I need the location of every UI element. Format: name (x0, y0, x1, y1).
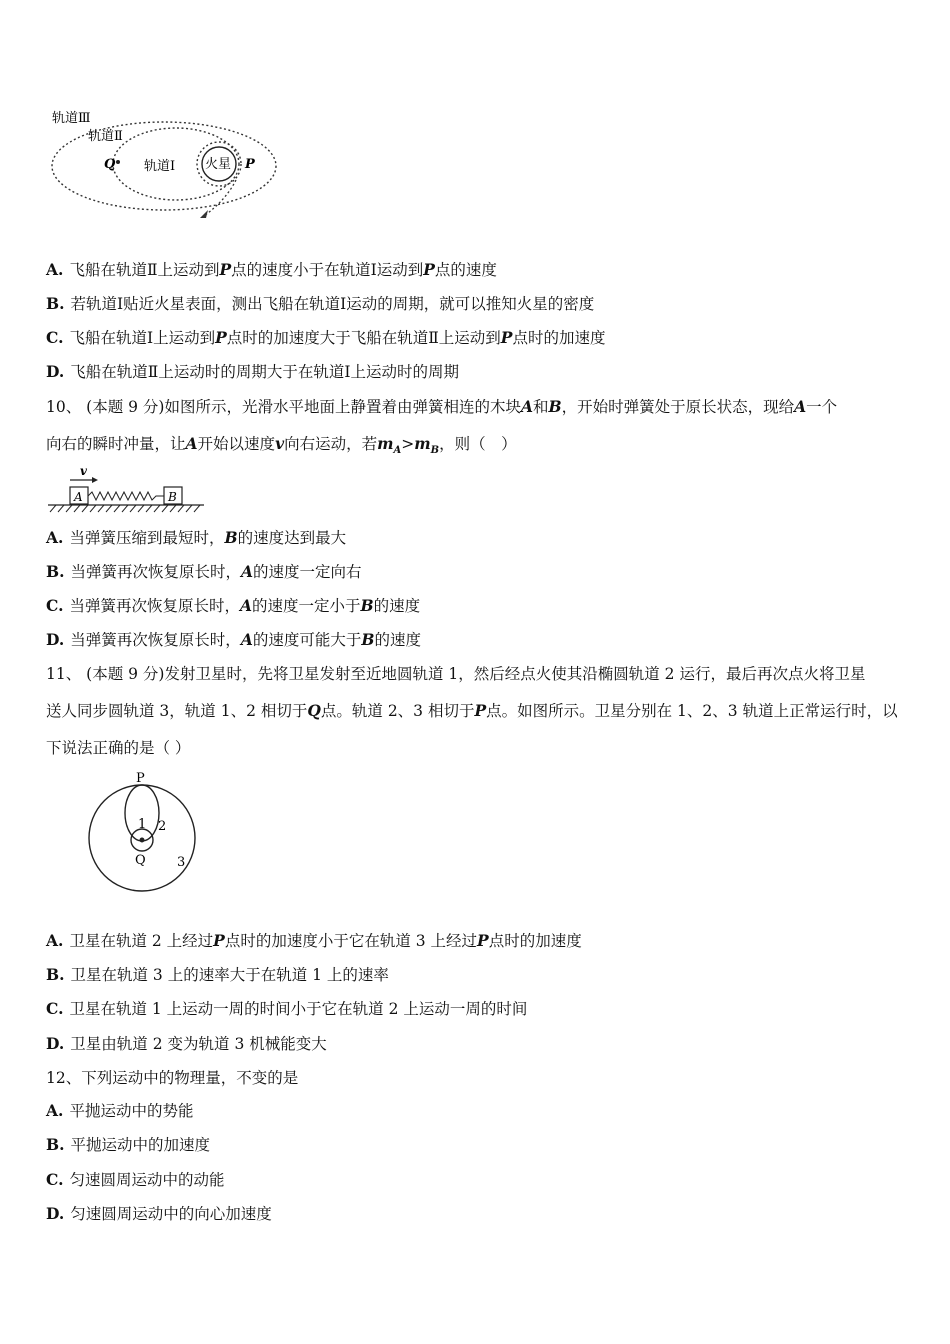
block-a-label: A (74, 490, 83, 504)
point-q-dot (116, 160, 120, 164)
earth-dot (140, 838, 145, 843)
point-q-label: Q (104, 157, 116, 172)
arrow-head-icon (200, 210, 208, 218)
orbit-1-label: 1 (138, 817, 147, 832)
planet-label: 火星 (205, 157, 232, 172)
q11-stem-line1: 11、 (本题 9 分)发射卫星时，先将卫星发射至近地圆轨道 1，然后经点火使其沿椭圆轨道 2 运行，最后再次点火将卫星 (46, 665, 866, 683)
ground-hatch (50, 505, 200, 512)
q10-option-b: B. 当弹簧再次恢复原长时，A的速度一定向右 (46, 562, 362, 581)
q12-option-a: A. 平抛运动中的势能 (46, 1101, 194, 1120)
block-b-label: B (168, 490, 177, 504)
point-p-label: P (136, 771, 145, 786)
orbit1-label: 轨道Ⅰ (144, 159, 176, 174)
velocity-arrow-head-icon (92, 477, 98, 483)
q9-option-d: D. 飞船在轨道Ⅱ上运动时的周期大于在轨道Ⅰ上运动时的周期 (46, 362, 459, 381)
q11-option-b: B. 卫星在轨道 3 上的速率大于在轨道 1 上的速率 (46, 965, 389, 984)
satellite-orbit-figure (80, 768, 210, 898)
q11-option-a: A. 卫星在轨道 2 上经过P点时的加速度小于它在轨道 3 上经过P点时的加速度 (46, 931, 582, 950)
orbit2-label: 轨道Ⅱ (88, 129, 123, 144)
mars-orbit-figure (46, 104, 286, 224)
point-p-label: P (245, 157, 255, 172)
velocity-label: v (80, 464, 87, 478)
q11-option-c: C. 卫星在轨道 1 上运动一周的时间小于它在轨道 2 上运动一周的时间 (46, 999, 528, 1018)
q11-stem-line3: 下说法正确的是（ ） (46, 739, 191, 757)
q12-option-b: B. 平抛运动中的加速度 (46, 1135, 211, 1154)
orbit3-label: 轨道Ⅲ (52, 111, 91, 126)
q12-option-c: C. 匀速圆周运动中的动能 (46, 1170, 225, 1189)
q9-option-a: A. 飞船在轨道Ⅱ上运动到P点的速度小于在轨道Ⅰ运动到P点的速度 (46, 260, 497, 279)
orbit-3-label: 3 (177, 855, 186, 870)
orbit-2-label: 2 (158, 819, 167, 834)
q11-option-d: D. 卫星由轨道 2 变为轨道 3 机械能变大 (46, 1034, 327, 1053)
q10-option-a: A. 当弹簧压缩到最短时，B的速度达到最大 (46, 528, 347, 547)
q12-option-d: D. 匀速圆周运动中的向心加速度 (46, 1204, 272, 1223)
spring (88, 492, 164, 500)
q11-stem-line2: 送人同步圆轨道 3，轨道 1、2 相切于Q点。轨道 2、3 相切于P点。如图所示。卫星分别在 1、2、3 轨道上正常运行时，以 (46, 701, 898, 720)
point-q-label: Q (135, 853, 146, 868)
q10-option-d: D. 当弹簧再次恢复原长时，A的速度可能大于B的速度 (46, 630, 421, 649)
q9-option-c: C. 飞船在轨道Ⅰ上运动到P点时的加速度大于飞船在轨道Ⅱ上运动到P点时的加速度 (46, 328, 606, 347)
q10-stem-line1: 10、 (本题 9 分)如图所示，光滑水平地面上静置着由弹簧相连的木块A和B，开始时弹簧处于原长状态，现给A一个 (46, 397, 838, 416)
q9-option-b: B. 若轨道Ⅰ贴近火星表面，测出飞船在轨道Ⅰ运动的周期，就可以推知火星的密度 (46, 294, 595, 313)
q10-option-c: C. 当弹簧再次恢复原长时，A的速度一定小于B的速度 (46, 596, 421, 615)
q12-stem: 12、下列运动中的物理量，不变的是 (46, 1069, 299, 1087)
q10-stem-line2: 向右的瞬时冲量，让A开始以速度v向右运动，若$m_A>m_B$，则（ ） (46, 434, 517, 457)
orbit-2-ellipse (125, 785, 159, 841)
spring-blocks-figure (46, 464, 206, 514)
